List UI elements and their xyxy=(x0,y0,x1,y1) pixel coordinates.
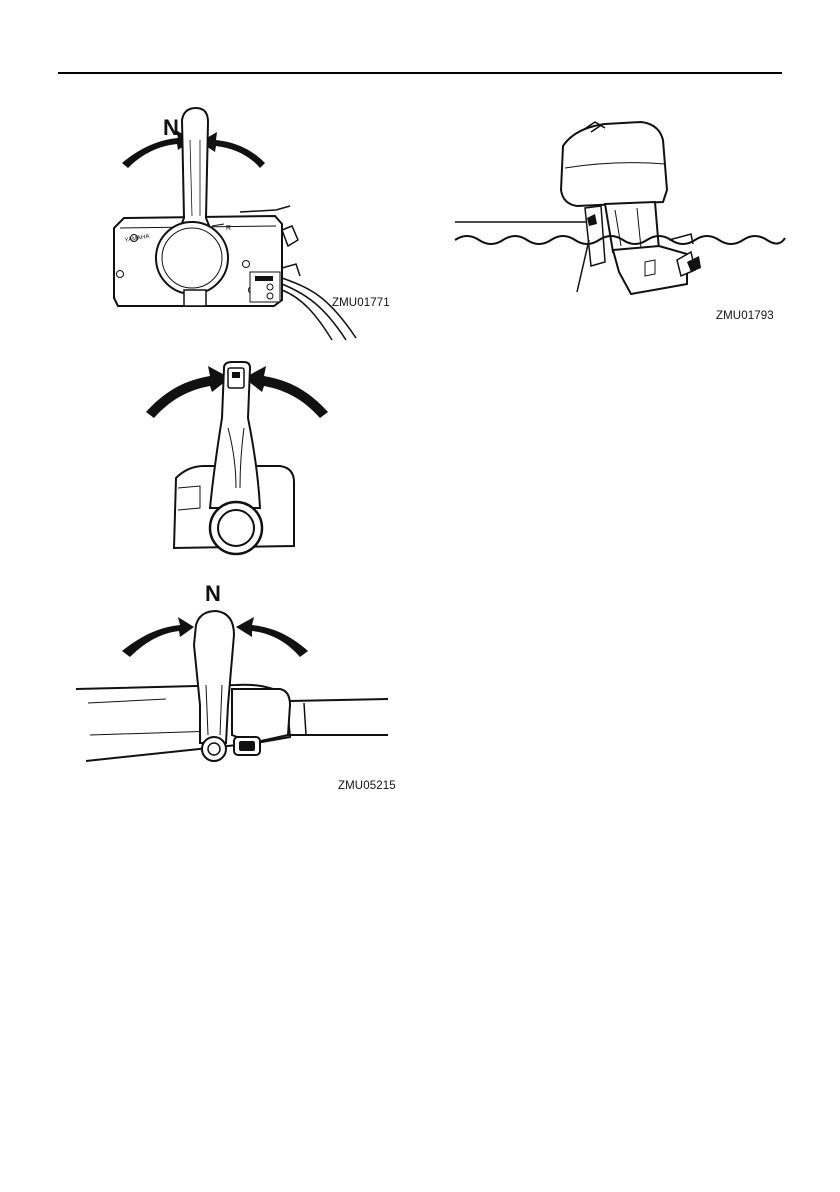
neutral-label: N xyxy=(163,115,179,140)
right-arrow-icon xyxy=(244,366,328,418)
gear-r-text: R xyxy=(226,225,232,232)
binnacle-control-figure xyxy=(76,581,396,765)
left-arrow-icon xyxy=(122,617,194,657)
right-arrow-icon xyxy=(200,132,265,168)
outboard-motor-figure xyxy=(455,110,785,310)
header-rule xyxy=(58,72,782,74)
figure-code-zmu05215: ZMU05215 xyxy=(338,780,396,792)
neutral-label: N xyxy=(205,581,221,606)
right-arrow-icon xyxy=(236,617,308,657)
figure-code-zmu01793: ZMU01793 xyxy=(716,310,774,322)
figure-code-zmu01771: ZMU01771 xyxy=(332,297,390,309)
left-arrow-icon xyxy=(146,366,230,418)
housing-brand-text: YAMAHA xyxy=(124,233,150,244)
single-lever-control-figure xyxy=(140,358,340,558)
